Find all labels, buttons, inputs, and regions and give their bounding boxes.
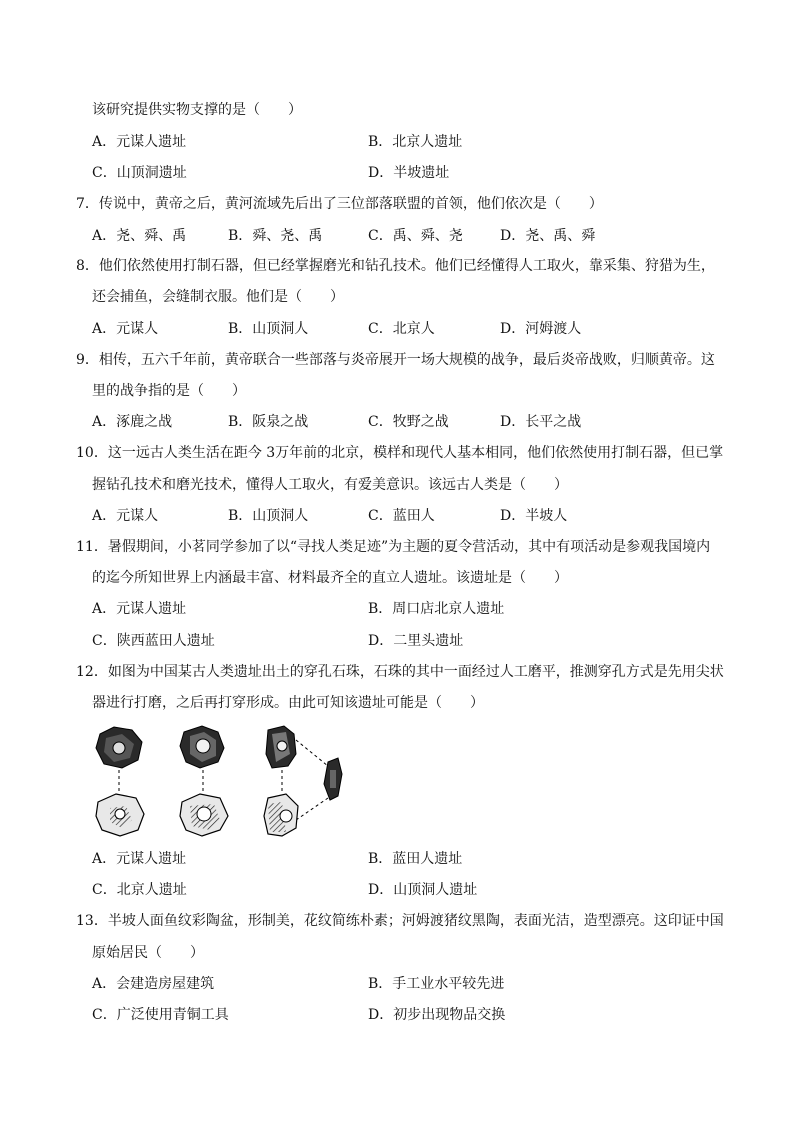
q13-option-b[interactable]: B．手工业水平较先进: [368, 976, 505, 992]
q9-option-d[interactable]: D．长平之战: [500, 414, 582, 430]
bead-1-bottom: [96, 794, 144, 836]
q13-option-c[interactable]: C．广泛使用青铜工具: [92, 1007, 229, 1023]
q7-option-b[interactable]: B．舜、尧、禹: [228, 228, 323, 244]
bead-2-top: [180, 726, 224, 768]
q7-text: 7．传说中，黄帝之后，黄河流域先后出了三位部落联盟的首领，他们依次是（ ）: [76, 196, 603, 212]
q12-option-d[interactable]: D．山顶洞人遗址: [368, 882, 478, 898]
stone-beads-figure: [92, 724, 352, 840]
q13-option-d[interactable]: D．初步出现物品交换: [368, 1007, 506, 1023]
q10-option-b[interactable]: B．山顶洞人: [228, 508, 309, 524]
q8-option-b[interactable]: B．山顶洞人: [228, 321, 309, 337]
q9-option-c[interactable]: C．牧野之战: [368, 414, 449, 430]
bead-3-profile: [324, 758, 342, 800]
q7-option-d[interactable]: D．尧、禹、舜: [500, 228, 596, 244]
q8-text-line1: 8．他们依然使用打制石器，但已经掌握磨光和钻孔技术。他们已经懂得人工取火，靠采集、狩猎为生，: [76, 258, 715, 274]
stone-beads-drawing: [92, 724, 352, 840]
q6-option-d[interactable]: D．半坡遗址: [368, 165, 450, 181]
q10-text-line1: 10．这一远古人类生活在距今 3万年前的北京，模样和现代人基本相同，他们依然使用打制石器，但已掌: [76, 445, 724, 461]
bead-2-bottom: [180, 794, 228, 836]
q8-text-line2: 还会捕鱼，会缝制衣服。他们是（ ）: [92, 289, 344, 305]
q12-text-line2: 器进行打磨，之后再打穿形成。由此可知该遗址可能是（ ）: [92, 695, 484, 711]
q12-text-line1: 12．如图为中国某古人类遗址出土的穿孔石珠，石珠的其中一面经过人工磨平，推测穿孔方式是先用尖状: [76, 664, 724, 680]
q10-option-a[interactable]: A．元谋人: [92, 508, 159, 524]
q8-option-c[interactable]: C．北京人: [368, 321, 435, 337]
q11-option-a[interactable]: A．元谋人遗址: [92, 601, 187, 617]
q6-option-a[interactable]: A．元谋人遗址: [92, 134, 187, 150]
q11-option-d[interactable]: D．二里头遗址: [368, 633, 464, 649]
q13-text-line2: 原始居民（ ）: [92, 945, 204, 961]
q9-option-a[interactable]: A．涿鹿之战: [92, 414, 173, 430]
q11-text-line2: 的迄今所知世界上内涵最丰富、材料最齐全的直立人遗址。该遗址是（ ）: [92, 570, 568, 586]
q13-option-a[interactable]: A．会建造房屋建筑: [92, 976, 215, 992]
q9-text-line2: 里的战争指的是（ ）: [92, 383, 246, 399]
q7-option-a[interactable]: A．尧、舜、禹: [92, 228, 187, 244]
q10-text-line2: 握钻孔技术和磨光技术，懂得人工取火，有爱美意识。该远古人类是（ ）: [92, 477, 568, 493]
q7-option-c[interactable]: C．禹、舜、尧: [368, 228, 463, 244]
q10-option-c[interactable]: C．蓝田人: [368, 508, 435, 524]
q11-option-c[interactable]: C．陕西蓝田人遗址: [92, 633, 215, 649]
q6-text: 该研究提供实物支撑的是（ ）: [92, 102, 302, 118]
bead-1-top: [96, 727, 142, 768]
q13-text-line1: 13．半坡人面鱼纹彩陶盆，形制美，花纹简练朴素；河姆渡猪纹黑陶，表面光洁，造型漂亮。这印证中国: [76, 913, 724, 929]
q8-option-d[interactable]: D．河姆渡人: [500, 321, 582, 337]
q10-option-d[interactable]: D．半坡人: [500, 508, 568, 524]
q11-text-line1: 11．暑假期间，小茗同学参加了以“寻找人类足迹”为主题的夏令营活动，其中有项活动是参观我国境内: [76, 539, 711, 555]
q12-option-c[interactable]: C．北京人遗址: [92, 882, 187, 898]
bead-3-top: [266, 726, 296, 768]
q11-option-b[interactable]: B．周口店北京人遗址: [368, 601, 505, 617]
q6-option-b[interactable]: B．北京人遗址: [368, 134, 463, 150]
bead-3-bottom: [264, 794, 298, 836]
q9-text-line1: 9．相传，五六千年前，黄帝联合一些部落与炎帝展开一场大规模的战争，最后炎帝战败，归顺黄帝。这: [76, 352, 715, 368]
q6-option-c[interactable]: C．山顶洞遗址: [92, 165, 187, 181]
q9-option-b[interactable]: B．阪泉之战: [228, 414, 309, 430]
q8-option-a[interactable]: A．元谋人: [92, 321, 159, 337]
q12-option-a[interactable]: A．元谋人遗址: [92, 851, 187, 867]
q12-option-b[interactable]: B．蓝田人遗址: [368, 851, 463, 867]
